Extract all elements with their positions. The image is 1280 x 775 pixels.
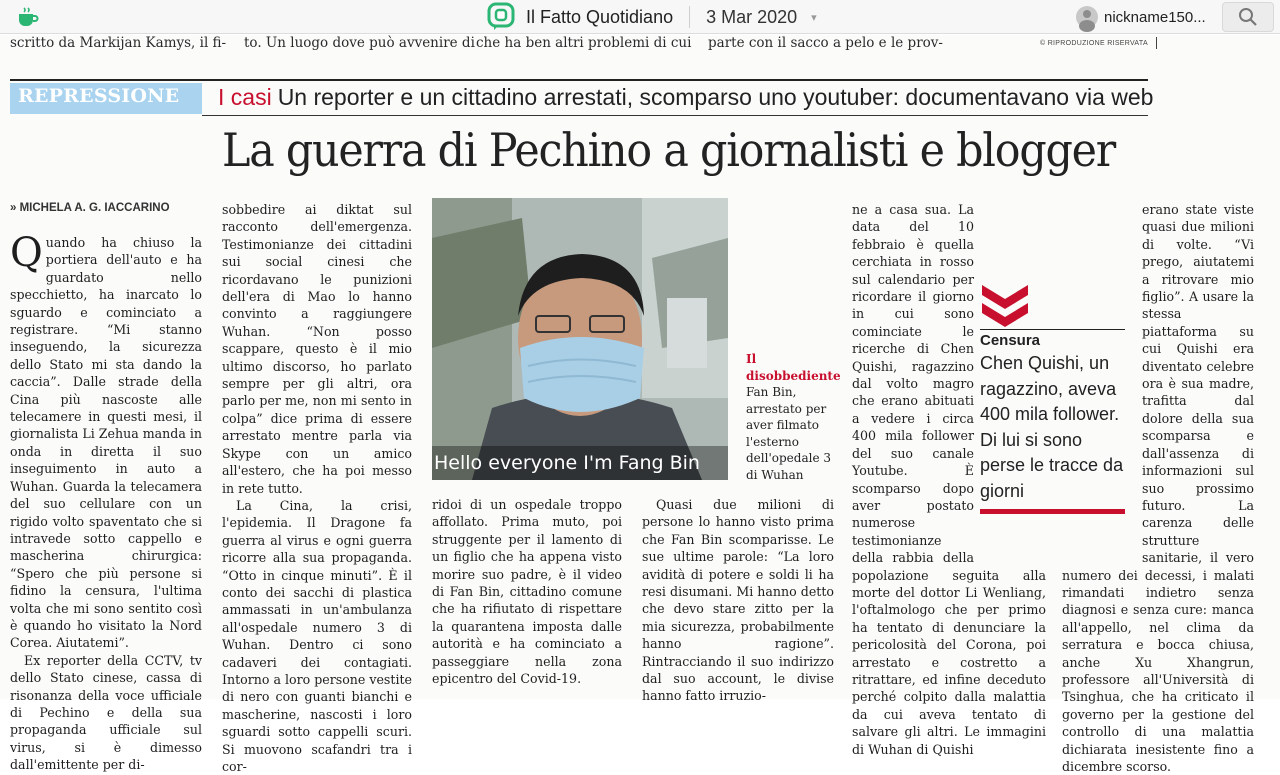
paragraph: Quasi due milioni di persone lo hanno visto prima che Fan Bin scomparisse. Le sue ultime parole: “La loro avidità di potere e soldi li ha resi disumani. Mi hanno detto che devo stare zitto per la mia sicurezza, probabilmente hanno ragione”. Rintracciando il suo indirizzo dal suo account, le divise hanno fatto irruzio- [642,497,834,704]
drop-cap: Q [10,230,43,276]
subheadline [218,84,1153,111]
article-column-6 [1062,201,1254,775]
paragraph-text: erano state viste quasi due milioni di volte. “Vi prego, aiutatemi a ritrovare mio figlio”. A usare la stessa piattaforma su cui Quishi era diventato celebre ora è sua madre, trafitta dal dolore della sua scomparsa e dall'assenza di informazioni sul suo prossimo futuro. La carenza delle strutture sanitarie, il vero numero dei decessi, i malati rimandati indietro senza diagnosi e senza cure: manca all'appello, nel clima da serratura e bocca chiusa, anche Xu Xhangrun, professore all'Università di Tsinghua, che ha criticato il governo per la gestione del controllo di una malattia dichiarata inesistente fino a dicembre scorso. [1062,202,1254,774]
issue-date[interactable]: 3 Mar 2020 [706,6,798,27]
sidebar-title: Censura [980,332,1041,349]
article-column-4 [642,496,834,705]
article-column-2 [222,201,412,775]
paragraph: La Cina, la crisi, l'epidemia. Il Dragone fa guerra al virus e ogni guerra ricorre alla sua propaganda. “Otto in cinque minuti”. È il conto dei sacchi di plastica ammassati in un'ambulanza all'ospedale numero 3 di Wuhan. Dentro ci sono cadaveri dei contagiati. Intorno a loro persone vestite di nero con guanti bianchi e mascherine, nascosti i loro sguardi sotto cappelli scuri. Si muovono scafandri tra i cor- [222,497,412,774]
paragraph: Ex reporter della CCTV, tv dello Stato cinese, cassa di risonanza della voce ufficiale di Pechino e della sua propaganda ufficiale sul virus, si è dimesso dall'emittente per di- [10,652,202,773]
video-overlay-text: Hello everyone I'm Fang Bin [434,452,700,474]
publication-title: Il Fatto Quotidiano [526,6,674,27]
divider [10,79,1148,81]
article-column-1 [10,230,203,774]
user-account[interactable] [1076,6,1206,28]
subhead-text: Un reporter e un cittadino arrestati, scomparso uno youtuber: documentavano via web [277,84,1154,110]
publication-switcher[interactable] [488,3,817,31]
paragraph-text: ne a casa sua. La data del 10 febbraio è quella cerchiata in rosso sul calendario per ricordare il giorno in cui sono cominciate le ricerche di Chen Quishi, ragazzino dal volto magro che erano abituati a vedere i circa 400 mila follower del suo canale Youtube. È scomparso dopo aver postato numerose testimonianze della rabbia della popolazione seguita alla morte del dottor Li Wenliang, l'oftalmologo che per primo ha tentato di denunciare la pericolosità del Corona, poi arrestato e costretto a ritrattare, ed infine deceduto perché colpito dalla malattia da cui aveva tentato di salvare gli altri. Le immagini di Wuhan di Quishi [852,202,1046,757]
cutoff-text-1: scritto da Markijan Kamys, il fi- [10,35,227,51]
cutoff-text-3: che ha ben altri problemi di cui [476,35,692,51]
search-icon [1238,7,1258,27]
sidebar-spacer [1062,304,1142,564]
man-in-mask-image [432,198,728,480]
double-chevron-down-icon [980,283,1030,329]
headline: La guerra di Pechino a giornalisti e blogger [222,123,1116,177]
avatar[interactable] [1076,6,1098,28]
paragraph-text: uando ha chiuso la portiera dell'auto e ha guardato nello specchietto, ha inarcato lo sguardo e cominciato a registrare. “Mi stanno inseguendo, la sicurezza dello Stato mi sta dando la caccia”. Dalle strade della Cina più nascoste alle telecamere in questi mesi, il giornalista Li Zehua manda in onda in diretta il suo inseguimento in auto a Wuhan. Guarda la telecamera del suo cellulare con un rigido volto spaventato che si intravede sotto cappello e mascherina chirurgica: “Spero che più persone si fidino la censura, l'ultima volta che mi sono sentito così è quando ho visitato la Nord Corea. Aiutatemi”. [10,235,203,651]
news-photo [432,198,728,480]
cutoff-text-4: parte con il sacco a pelo e le prov- [708,35,943,51]
search-button[interactable] [1222,2,1274,32]
byline: » MICHELA A. G. IACCARINO [10,202,170,214]
newspaper-page [0,35,1280,774]
cutoff-text-2: to. Un luogo dove può avvenire di [244,35,475,51]
caption-title: Il disobbediente [746,352,841,383]
brand-logo-icon [488,3,516,31]
caption-body: Fan Bin, arrestato per aver filmato l'esterno dell'opedale 3 di Wuhan [746,385,831,482]
paragraph: ridoi di un ospedale troppo affollato. Prima muto, poi struggente per il lamento di un figlio che ha appena visto morire suo padre, è il video di Fan Bin, cittadino comune che ha rifiutato di rispettare la quarantena imposta dalle autorità e ha cominciato a passeggiare nella zona epicentro del Covid-19. [432,497,622,687]
paragraph: sobbedire ai diktat sul racconto dell'emergenza. Testimonianze dei cittadini sui social cinesi che ricordavano le punizioni dell'era di Mao lo hanno convinto a raggiungere Wuhan. “Non posso scappare, questo è il mio ultimo discorso, ho parlato sempre per gli altri, ora parlo per me, non mi sento in colpa” dice prima di essere arrestato mentre parla via Skype con un amico all'estero, che ha poi messo in rete tutto. [222,202,412,496]
paragraph [1062,201,1254,775]
chevron-down-icon[interactable]: ▾ [811,11,817,24]
divider [689,6,690,28]
coffee-cup-icon[interactable] [16,6,40,28]
copyright-notice: © RIPRODUZIONE RISERVATA [1040,40,1148,47]
sidebar-body: Chen Quishi, un ragazzino, aveva 400 mila follower. Di lui si sono perse le tracce da giorni [980,353,1124,501]
username[interactable]: nickname150... [1104,8,1206,26]
article-column-3 [432,496,622,687]
divider [202,115,1148,116]
section-kicker: REPRESSIONE [18,85,180,107]
app-toolbar [0,0,1280,34]
photo-caption [746,351,842,483]
subhead-label: I casi [218,84,272,110]
divider [1156,37,1157,49]
paragraph [10,230,203,652]
